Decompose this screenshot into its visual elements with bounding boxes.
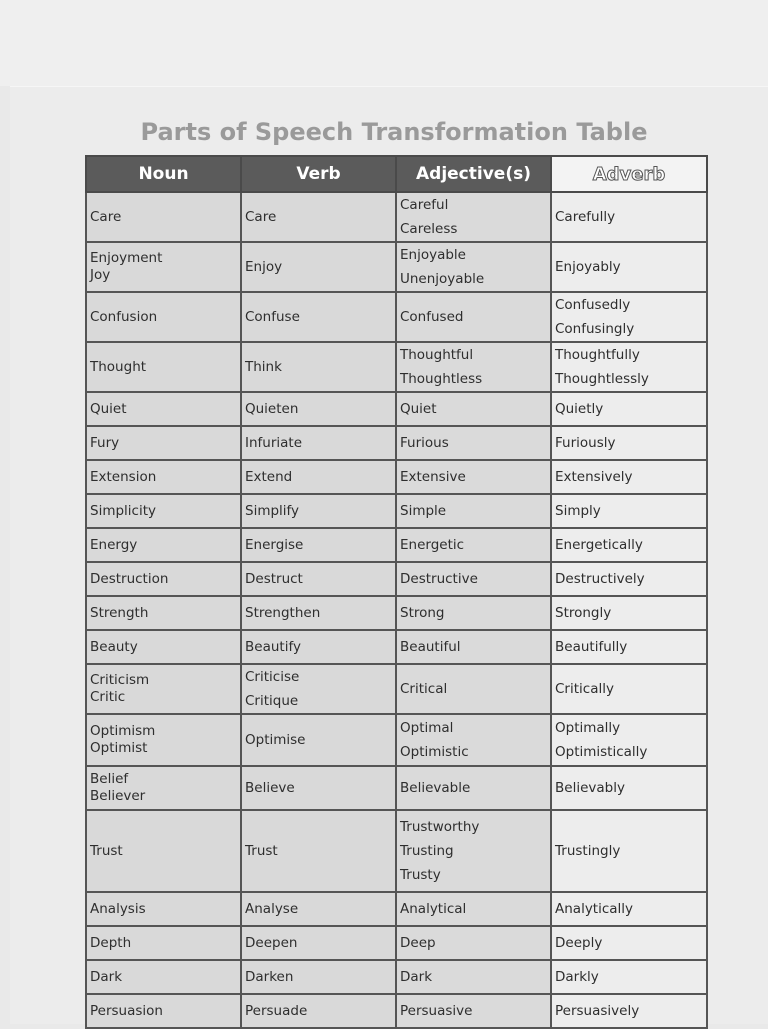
verb-cell [241,342,396,392]
verb-cell [241,242,396,292]
verb-word: Destruct [245,571,303,587]
adjective-cell [396,192,551,242]
adverb-cell [551,994,707,1028]
adjective-word: Beautiful [400,639,461,655]
adverb-word: Beautifully [555,639,628,655]
adjective-word: Destructive [400,571,478,587]
adjective-word: Dark [400,969,433,985]
adjective-word: Furious [400,435,449,451]
noun-word: Criticism [90,672,150,688]
scan-background [0,0,768,86]
table-row [86,960,707,994]
adjective-word: Trusty [400,867,441,883]
header-noun: Noun [86,156,241,192]
adjective-word: Trusting [400,843,454,859]
adjective-cell [396,766,551,810]
adverb-cell [551,192,707,242]
verb-word: Deepen [245,935,298,951]
table-row [86,426,707,460]
noun-word: Belief [90,771,129,787]
adjective-word: Confused [400,309,464,325]
adverb-cell [551,342,707,392]
verb-word: Believe [245,780,295,796]
adverb-word: Simply [555,503,601,519]
adjective-cell [396,994,551,1028]
table-row [86,630,707,664]
verb-word: Trust [245,843,278,859]
adverb-cell [551,766,707,810]
noun-word: Optimist [90,740,148,756]
noun-word: Thought [90,359,147,375]
verb-word: Quieten [245,401,299,417]
verb-word: Infuriate [245,435,303,451]
adjective-cell [396,242,551,292]
header-verb: Verb [241,156,396,192]
verb-word: Simplify [245,503,300,519]
noun-cell [86,342,241,392]
transformation-table [85,155,708,1029]
page-title: Parts of Speech Transformation Table [140,118,648,146]
adverb-word: Believably [555,780,625,796]
noun-cell [86,960,241,994]
verb-cell [241,192,396,242]
adjective-word: Quiet [400,401,437,417]
adjective-word: Strong [400,605,445,621]
adjective-cell [396,714,551,766]
table-row [86,926,707,960]
adjective-cell [396,630,551,664]
adverb-cell [551,892,707,926]
adjective-cell [396,960,551,994]
adverb-word: Deeply [555,935,603,951]
adverb-cell [551,460,707,494]
adverb-cell [551,960,707,994]
verb-cell [241,392,396,426]
adverb-word: Thoughtlessly [555,371,649,387]
verb-word: Analyse [245,901,299,917]
adverb-cell [551,494,707,528]
noun-cell [86,460,241,494]
adverb-word: Destructively [555,571,645,587]
header-adverb: Adverb [551,156,707,192]
noun-word: Fury [90,435,120,451]
noun-cell [86,528,241,562]
table-row [86,714,707,766]
adverb-word: Carefully [555,209,616,225]
adjective-cell [396,926,551,960]
adjective-cell [396,292,551,342]
verb-cell [241,926,396,960]
adverb-cell [551,596,707,630]
verb-word: Beautify [245,639,301,655]
adverb-cell [551,664,707,714]
verb-cell [241,714,396,766]
verb-word: Critique [245,693,299,709]
noun-word: Believer [90,788,146,804]
table-row [86,242,707,292]
verb-word: Care [245,209,277,225]
verb-word: Optimise [245,732,306,748]
adverb-cell [551,562,707,596]
noun-cell [86,562,241,596]
adverb-cell [551,926,707,960]
adverb-word: Optimistically [555,744,648,760]
adverb-cell [551,426,707,460]
verb-word: Strengthen [245,605,321,621]
adjective-cell [396,528,551,562]
verb-cell [241,766,396,810]
noun-word: Energy [90,537,138,553]
verb-cell [241,460,396,494]
table-row [86,392,707,426]
adverb-cell [551,528,707,562]
noun-word: Dark [90,969,123,985]
verb-cell [241,528,396,562]
adjective-word: Extensive [400,469,466,485]
noun-cell [86,392,241,426]
adjective-cell [396,426,551,460]
noun-word: Enjoyment [90,250,163,266]
table-row [86,766,707,810]
noun-cell [86,292,241,342]
adjective-cell [396,494,551,528]
verb-cell [241,664,396,714]
adverb-word: Persuasively [555,1003,640,1019]
adjective-word: Believable [400,780,471,796]
adjective-cell [396,810,551,892]
noun-cell [86,494,241,528]
verb-cell [241,494,396,528]
noun-word: Confusion [90,309,158,325]
adjective-word: Careful [400,197,449,213]
adjective-word: Energetic [400,537,465,553]
verb-cell [241,426,396,460]
adverb-cell [551,714,707,766]
verb-cell [241,810,396,892]
table-row [86,664,707,714]
adjective-word: Optimistic [400,744,469,760]
adverb-word: Furiously [555,435,616,451]
adjective-word: Careless [400,221,458,237]
adjective-cell [396,596,551,630]
noun-cell [86,926,241,960]
table-row [86,192,707,242]
adverb-word: Thoughtfully [555,347,640,363]
table-row [86,528,707,562]
header-adjective: Adjective(s) [396,156,551,192]
noun-word: Persuasion [90,1003,163,1019]
table-row [86,292,707,342]
adverb-word: Energetically [555,537,643,553]
noun-cell [86,714,241,766]
table-row [86,994,707,1028]
table-row [86,562,707,596]
noun-word: Analysis [90,901,146,917]
table-row [86,596,707,630]
adverb-word: Confusedly [555,297,631,313]
verb-word: Criticise [245,669,300,685]
adjective-word: Simple [400,503,447,519]
verb-cell [241,994,396,1028]
noun-word: Care [90,209,122,225]
header-row [86,156,707,192]
noun-word: Depth [90,935,132,951]
verb-word: Energise [245,537,304,553]
adjective-word: Thoughtful [400,347,474,363]
verb-word: Think [245,359,282,375]
noun-word: Joy [90,267,111,283]
noun-cell [86,994,241,1028]
adverb-word: Trustingly [555,843,621,859]
adverb-cell [551,810,707,892]
verb-cell [241,960,396,994]
noun-word: Trust [90,843,123,859]
noun-word: Critic [90,689,126,705]
adverb-word: Enjoyably [555,259,621,275]
adverb-word: Critically [555,681,614,697]
adverb-word: Darkly [555,969,599,985]
adjective-cell [396,342,551,392]
noun-cell [86,810,241,892]
adjective-word: Trustworthy [400,819,480,835]
noun-cell [86,664,241,714]
noun-word: Extension [90,469,157,485]
noun-cell [86,892,241,926]
adjective-word: Unenjoyable [400,271,485,287]
adjective-cell [396,392,551,426]
verb-cell [241,292,396,342]
adjective-word: Enjoyable [400,247,466,263]
noun-word: Beauty [90,639,138,655]
adjective-word: Persuasive [400,1003,473,1019]
noun-word: Destruction [90,571,169,587]
adverb-word: Optimally [555,720,621,736]
table-row [86,342,707,392]
adjective-cell [396,460,551,494]
adjective-cell [396,892,551,926]
adjective-cell [396,562,551,596]
table-body [86,192,707,1028]
verb-word: Enjoy [245,259,283,275]
table-row [86,460,707,494]
noun-cell [86,426,241,460]
verb-word: Confuse [245,309,300,325]
adverb-word: Confusingly [555,321,635,337]
adjective-word: Optimal [400,720,454,736]
verb-cell [241,596,396,630]
noun-word: Simplicity [90,503,156,519]
adverb-cell [551,242,707,292]
adverb-word: Strongly [555,605,612,621]
verb-word: Persuade [245,1003,308,1019]
verb-word: Extend [245,469,293,485]
adverb-cell [551,630,707,664]
noun-cell [86,242,241,292]
verb-cell [241,892,396,926]
noun-cell [86,596,241,630]
verb-word: Darken [245,969,294,985]
table-row [86,892,707,926]
noun-cell [86,766,241,810]
adjective-word: Analytical [400,901,467,917]
verb-cell [241,562,396,596]
verb-cell [241,630,396,664]
adverb-word: Analytically [555,901,634,917]
table-row [86,810,707,892]
noun-word: Strength [90,605,149,621]
adverb-cell [551,292,707,342]
adjective-word: Deep [400,935,436,951]
adverb-word: Quietly [555,401,604,417]
adjective-cell [396,664,551,714]
table-row [86,494,707,528]
noun-word: Quiet [90,401,127,417]
adjective-word: Thoughtless [400,371,483,387]
noun-cell [86,192,241,242]
noun-cell [86,630,241,664]
adverb-word: Extensively [555,469,633,485]
noun-word: Optimism [90,723,156,739]
adjective-word: Critical [400,681,448,697]
adverb-cell [551,392,707,426]
